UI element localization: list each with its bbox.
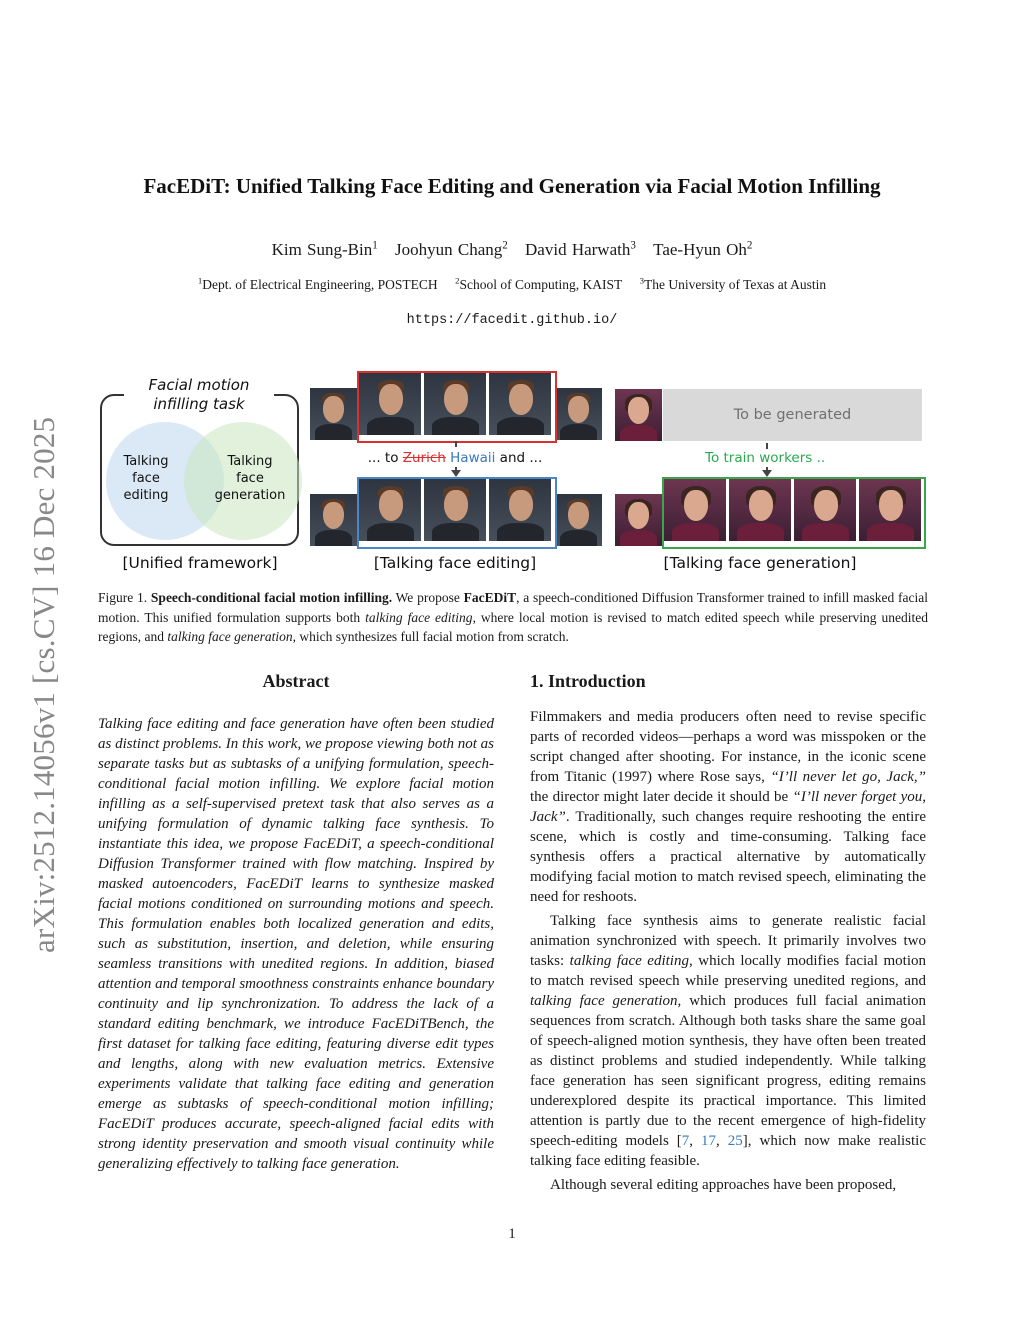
author: Kim Sung-Bin$^1$	[271, 239, 378, 259]
label-talking-face-editing: [Talking face editing]	[373, 554, 537, 572]
author: Tae-Hyun Oh$^2$	[653, 239, 753, 259]
paper-title: FacEDiT: Unified Talking Face Editing and Generation via Facial Motion Infilling	[143, 174, 881, 198]
paragraph: Although several editing approaches have been proposed,	[550, 1177, 897, 1193]
arrow-stem	[766, 443, 768, 449]
edited-region-box	[357, 477, 557, 549]
reference-frame	[615, 389, 662, 441]
generated-region-box	[662, 477, 926, 549]
video-frame	[555, 494, 602, 546]
figure-caption: Figure 1. Speech-conditional facial motion infilling. We propose FacEDiT, a speech-conditioned Diffusion Transformer trained to infill masked facial motion. This unified formulation supports both talking face editing, where local motion is revised to match edited speech while preserving unedited regions, and talking face generation, which synthesizes full facial motion from scratch.	[98, 590, 929, 644]
circle-label-generation: Talking face generation	[214, 454, 286, 503]
citation-link[interactable]: 17	[701, 1133, 717, 1149]
to-be-generated-placeholder: To be generated	[663, 389, 922, 441]
edited-speech-text: ... to Zurich Hawaii and ...	[367, 450, 543, 466]
arrow-down-icon	[762, 470, 772, 477]
arrow-stem	[455, 441, 457, 447]
circle-label-editing: Talking face editing	[123, 454, 169, 503]
arxiv-stamp: arXiv:2512.14056v1 [cs.CV] 16 Dec 2025	[26, 416, 61, 953]
paragraph: Filmmakers and media producers often need to revise specific parts of recorded videos—perhaps a word was misspoken or the script changed after shooting. For instance, in the iconic scene from Titanic (1997) where Rose says, “I’ll never let go, Jack,” the director might later decide it should be “I’ll never forget you, Jack”. Traditionally, such changes require reshooting the entire scene, which is costly and time-consuming. Talking face synthesis offers a practical alternative by automatically modifying facial motion to match revised speech, eliminating the need for reshoots.	[530, 709, 926, 905]
citation-link[interactable]: 25	[727, 1133, 743, 1149]
video-frame	[555, 388, 602, 440]
affiliation: $^1$Dept. of Electrical Engineering, POSTECH	[197, 275, 438, 292]
affiliation: $^2$School of Computing, KAIST	[455, 275, 623, 292]
video-frame	[310, 388, 357, 440]
label-unified-framework: [Unified framework]	[122, 554, 278, 572]
introduction-body	[530, 707, 926, 1199]
project-url[interactable]: https://facedit.github.io/	[406, 313, 618, 328]
citation-link[interactable]: 7	[681, 1133, 690, 1149]
paragraph: Talking face synthesis aims to generate realistic facial animation synchronized with speech. It primarily involves two tasks: talking face editing, which locally modifies facial motion to match revised speech while preserving unedited regions, and talking face generation, which produces full facial animation sequences from scratch. Although both tasks share the same goal of speech-aligned motion synthesis, they have often been treated as distinct problems and studied independently. While talking face generation has seen significant progress, editing remains underexplored despite its practical importance. This limited attention is partly due to the recent emergence of high-fidelity speech-editing models [7, 17, 25], which now make realistic talking face editing feasible.	[530, 913, 926, 1169]
masked-region-box	[357, 371, 557, 443]
author: David Harwath$^3$	[525, 239, 636, 259]
page-number: 1	[508, 1226, 516, 1242]
generation-speech-text: To train workers ..	[705, 450, 826, 466]
introduction-heading: 1. Introduction	[530, 671, 646, 691]
abstract-heading: Abstract	[262, 671, 330, 691]
affiliation: $^3$The University of Texas at Austin	[639, 275, 827, 292]
reference-frame	[615, 494, 662, 546]
author-list	[0, 240, 1024, 260]
affiliation-list	[0, 277, 1024, 293]
author: Joohyun Chang$^2$	[395, 239, 508, 259]
video-frame	[310, 494, 357, 546]
arrow-down-icon	[451, 470, 461, 477]
abstract-body: Talking face editing and face generation have often been studied as distinct problems. In this work, we propose viewing both not as separate tasks but as subtasks of a unifying formulation, speech-conditional facial motion infilling. We explore facial motion infilling as a self-supervised pretext task that also serves as a unifying formulation of dynamic talking face synthesis. To instantiate this idea, we propose FacEDiT, a speech-conditional Diffusion Transformer trained with flow matching. Inspired by masked autoencoders, FacEDiT learns to synthesize masked facial motions conditioned on surrounding motions and speech. This formulation enables both localized generation and edits, such as substitution, insertion, and deletion, while ensuring seamless transitions with unedited regions. In addition, biased attention and temporal smoothness constraints enhance boundary continuity and lip synchronization. To address the lack of a standard editing benchmark, we introduce FacEDiTBench, the first dataset for talking face editing, featuring diverse edit types and lengths, along with new evaluation metrics. Extensive experiments validate that talking face editing and generation emerge as subtasks of speech-conditional motion infilling; FacEDiT produces accurate, speech-aligned facial edits with strong identity preservation and smooth visual continuity while generalizing effectively to talking face generation.	[98, 716, 494, 1172]
label-talking-face-generation: [Talking face generation]	[663, 554, 857, 572]
panel-title: Facial motion infilling task	[124, 376, 274, 414]
